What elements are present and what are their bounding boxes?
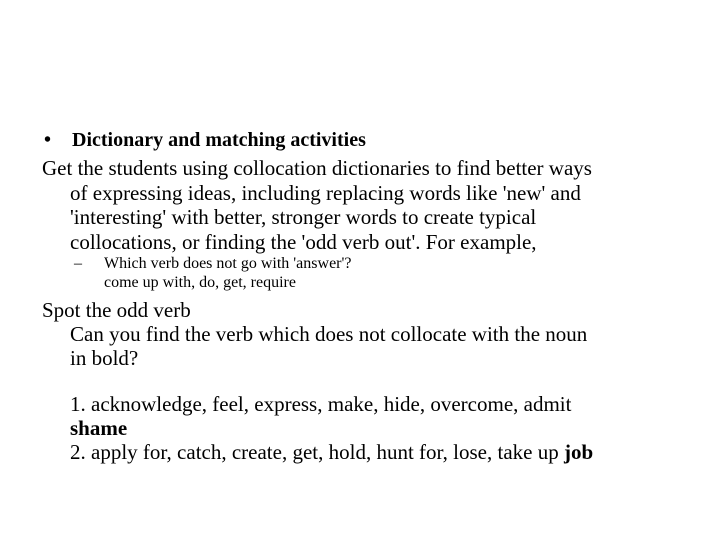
intro-paragraph: [42, 156, 682, 254]
paragraph-line: collocations, or finding the 'odd verb out'. For example,: [70, 229, 537, 254]
example-options: come up with, do, get, require: [104, 274, 296, 291]
exercise-items: [70, 392, 593, 464]
exercise-item-verbs: 1. acknowledge, feel, express, make, hide, overcome, admit: [70, 392, 572, 416]
paragraph-line: of expressing ideas, including replacing words like 'new' and: [70, 180, 581, 205]
exercise-item: [70, 440, 593, 464]
bullet-icon: •: [44, 129, 52, 151]
spot-title: Spot the odd verb: [42, 298, 191, 322]
paragraph-line: 'interesting' with better, stronger words to create typical: [70, 205, 537, 229]
exercise-item-verbs: 2. apply for, catch, create, get, hold, hunt for, lose, take up: [70, 440, 564, 464]
exercise-item-noun: job: [563, 440, 594, 464]
spot-instruction-line: Can you find the verb which does not collocate with the noun: [70, 322, 588, 346]
paragraph-line: Get the students using collocation dictionaries to find better ways: [42, 156, 592, 180]
example-subitem: [74, 254, 351, 292]
dash-bullet-icon: –: [74, 255, 82, 272]
exercise-item-noun: shame: [70, 416, 128, 440]
spot-section: [42, 298, 692, 370]
example-question: Which verb does not go with 'answer'?: [104, 255, 352, 272]
heading-text: Dictionary and matching activities: [72, 129, 366, 151]
spot-instruction-line: in bold?: [70, 346, 139, 370]
bullet-heading: [44, 128, 366, 152]
